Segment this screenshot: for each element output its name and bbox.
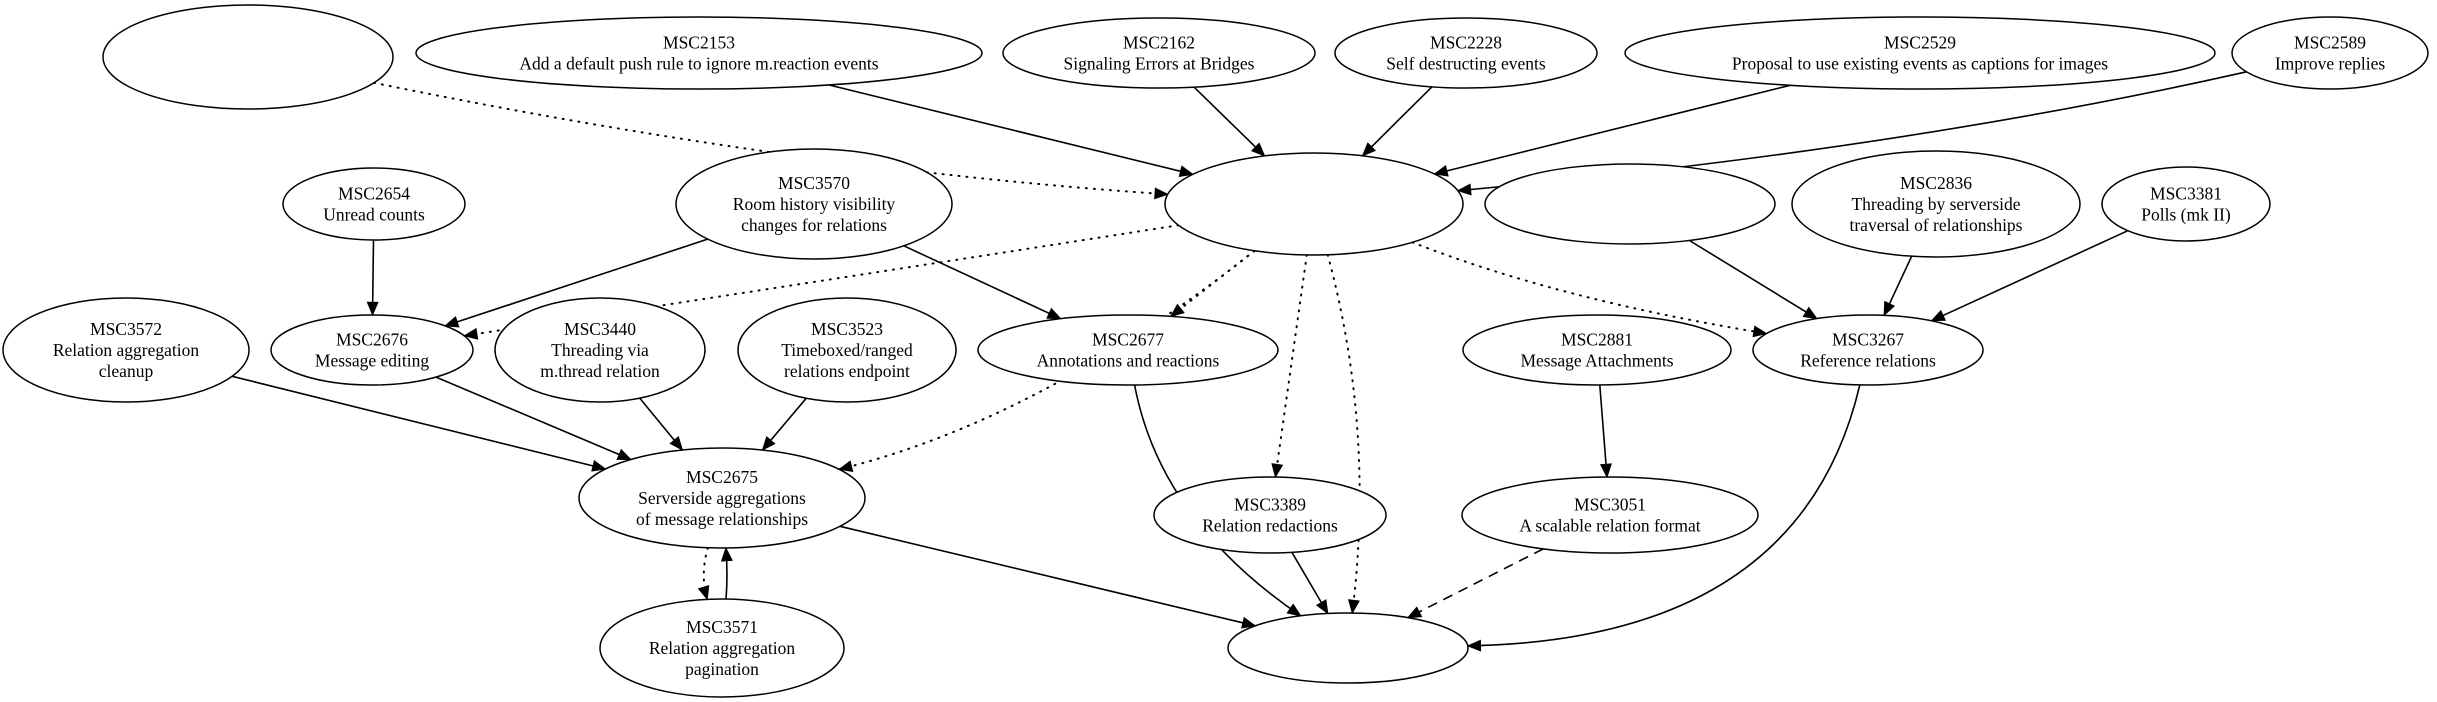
node-label-MSC2529-line0: MSC2529 (1884, 32, 1956, 53)
node-MSC3570 (676, 149, 952, 259)
edge-MSC3440-to-MSC2675 (640, 398, 683, 450)
node-label-MSC2674-line1: Event Relationships (1277, 648, 1419, 669)
edge-MSC2881-to-MSC3051 (1600, 385, 1607, 477)
node-label-MSC2153-line0: MSC2153 (663, 32, 735, 53)
node-label-MSC3051-line0: MSC3051 (1574, 494, 1646, 515)
node-label-MSC3570-line0: MSC3570 (778, 173, 850, 193)
node-label-MSC3523-line2: relations endpoint (784, 361, 910, 381)
node-MSC1849 (1165, 153, 1463, 255)
node-label-MSC3571-line0: MSC3571 (686, 617, 758, 637)
node-MSC3440 (495, 298, 705, 402)
node-MSC2162 (1003, 18, 1315, 88)
node-label-MSC2228-line0: MSC2228 (1430, 32, 1502, 53)
node-label-MSC3440-line1: Threading via (551, 340, 649, 360)
edge-MSC2675-to-MSC3571 (704, 548, 708, 600)
node-label-MSC3523-line0: MSC3523 (811, 319, 883, 339)
node-MSC2153 (416, 17, 982, 89)
edge-MSC2228-to-MSC1849 (1363, 87, 1433, 156)
node-MSC3267 (1753, 315, 1983, 385)
node-label-MSC1849-line2: m.relates_to aggregations (1224, 215, 1404, 235)
node-label-MSC2677-line0: MSC2677 (1092, 329, 1164, 350)
node-MSC2881 (1463, 315, 1731, 385)
node-label-MSC2162-line1: Signaling Errors at Bridges (1063, 53, 1255, 74)
edge-MSC2162-to-MSC1849 (1194, 87, 1265, 156)
edge-MSC3570-to-MSC2677 (904, 246, 1061, 319)
node-label-MSC3440-line0: MSC3440 (564, 319, 636, 339)
node-label-MSC2241-line0: MSC2241 (1594, 183, 1666, 204)
node-label-MSC3381-line1: Polls (mk II) (2141, 204, 2231, 225)
node-MSC2228 (1335, 18, 1597, 88)
node-label-MSC2529-line1: Proposal to use existing events as captions for images (1731, 53, 2109, 74)
node-MSC2836 (1792, 151, 2080, 257)
node-label-MSC2676-line1: Message editing (314, 350, 430, 371)
node-label-MSC441-line1: Support for (207, 47, 289, 67)
node-label-MSC3572-line1: Relation aggregation (52, 340, 200, 360)
edge-MSC1849-to-MSC2674 (1328, 255, 1360, 613)
edge-MSC2654-to-MSC2676 (373, 240, 374, 315)
node-MSC2677 (978, 315, 1278, 385)
edge-MSC2836-to-MSC3267 (1884, 256, 1912, 315)
node-label-MSC3267-line0: MSC3267 (1832, 329, 1904, 350)
edge-MSC1849-to-MSC3389 (1275, 255, 1306, 477)
node-label-MSC1849-line1: Proposal for (1270, 194, 1358, 214)
node-MSC3381 (2102, 167, 2270, 241)
node-label-MSC2241-line1: Key verification in DMs (1544, 204, 1716, 225)
node-MSC3572 (3, 298, 249, 402)
edge-MSC2241-to-MSC3267 (1690, 241, 1817, 319)
node-label-MSC1849-line0: MSC1849 (1278, 173, 1350, 193)
node-label-MSC3440-line2: m.thread relation (540, 361, 660, 381)
node-label-MSC2836-line0: MSC2836 (1900, 173, 1972, 193)
node-label-MSC441-line0: MSC441 (216, 26, 280, 46)
node-MSC2676 (271, 315, 473, 385)
node-label-MSC2675-line2: of message relationships (635, 509, 809, 529)
node-MSC2241 (1485, 164, 1775, 244)
node-label-MSC3572-line2: cleanup (98, 361, 154, 381)
edge-MSC3051-to-MSC2674 (1408, 549, 1543, 618)
edge-MSC3389-to-MSC2674 (1292, 552, 1328, 613)
node-label-MSC3571-line2: pagination (685, 659, 759, 679)
node-MSC441 (103, 5, 393, 109)
node-label-MSC3572-line0: MSC3572 (90, 319, 162, 339)
node-label-MSC3267-line1: Reference relations (1800, 350, 1936, 371)
node-label-MSC2881-line0: MSC2881 (1561, 329, 1633, 350)
node-label-MSC3570-line1: Room history visibility (732, 194, 896, 214)
node-MSC2654 (283, 168, 465, 240)
node-label-MSC2654-line1: Unread counts (323, 204, 425, 225)
edge-MSC3523-to-MSC2675 (763, 398, 807, 450)
node-MSC3571 (600, 599, 844, 697)
node-MSC2589 (2232, 17, 2428, 89)
node-MSC3051 (1462, 477, 1758, 553)
node-MSC2529 (1625, 17, 2215, 89)
node-label-MSC441-line2: Reactions / Aggregations (160, 68, 336, 88)
node-label-MSC2676-line0: MSC2676 (336, 329, 408, 350)
node-MSC2674 (1228, 613, 1468, 683)
edge-MSC3571-to-MSC2675 (726, 548, 727, 599)
node-label-MSC3051-line1: A scalable relation format (1519, 515, 1701, 536)
node-label-MSC2881-line1: Message Attachments (1520, 350, 1674, 371)
node-label-MSC2836-line1: Threading by serverside (1851, 194, 2021, 214)
node-label-MSC2675-line0: MSC2675 (686, 467, 758, 487)
node-label-MSC3523-line1: Timeboxed/ranged (781, 340, 913, 360)
node-label-MSC2654-line0: MSC2654 (338, 183, 410, 204)
node-label-MSC2675-line1: Serverside aggregations (638, 488, 806, 508)
node-MSC3523 (738, 298, 956, 402)
node-label-MSC2836-line2: traversal of relationships (1849, 215, 2023, 235)
node-label-MSC3389-line0: MSC3389 (1234, 494, 1306, 515)
node-MSC2675 (579, 448, 865, 548)
node-label-MSC3571-line1: Relation aggregation (648, 638, 796, 658)
node-MSC3389 (1154, 477, 1386, 553)
node-label-MSC2162-line0: MSC2162 (1123, 32, 1195, 53)
node-label-MSC3570-line2: changes for relations (741, 215, 887, 235)
node-label-MSC3381-line0: MSC3381 (2150, 183, 2222, 204)
node-label-MSC2153-line1: Add a default push rule to ignore m.reaction events (519, 53, 879, 74)
node-label-MSC2228-line1: Self destructing events (1386, 53, 1546, 74)
node-label-MSC3389-line1: Relation redactions (1202, 515, 1338, 536)
node-label-MSC2589-line1: Improve replies (2274, 53, 2386, 74)
node-label-MSC2674-line0: MSC2674 (1312, 627, 1384, 648)
node-label-MSC2589-line0: MSC2589 (2294, 32, 2366, 53)
node-label-MSC2677-line1: Annotations and reactions (1036, 350, 1220, 371)
